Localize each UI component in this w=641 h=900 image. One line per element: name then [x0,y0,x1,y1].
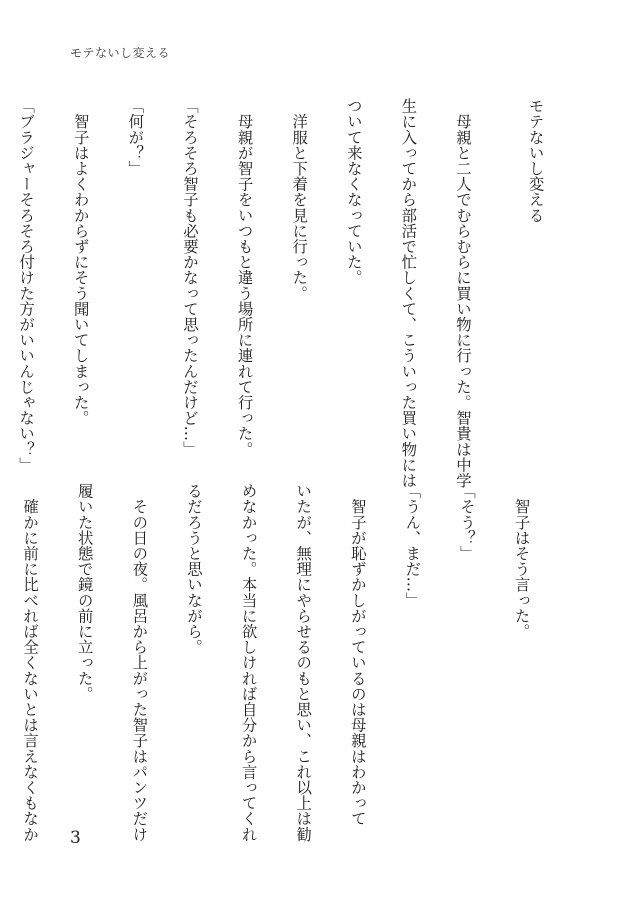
text-line: いたが、無理にやらせるのもと思い、これ以上は勧 [294,483,313,842]
text-line: 智子はよくわからずにそう聞いてしまった。 [71,98,90,426]
text-line: 「うん、まだ…」 [403,483,422,608]
text-line: 「ブラジャーそろそろ付けた方がいいんじゃない？」 [17,98,36,473]
bottom-text-block [0,483,567,863]
text-line: 智子が恥ずかしがっているのは母親はわかって [348,483,367,827]
text-line: 「そう？」 [457,483,476,561]
text-line: 履いた状態で鏡の前に立った。 [75,483,94,702]
page-number: 3 [70,828,81,848]
text-line: 洋服と下着を見に行った。 [290,98,309,301]
text-line: めなかった。本当に欲しければ自分から言ってくれ [239,483,258,842]
text-line: 確かに前に比べれば全くないとは言えなくもなか [21,483,40,842]
text-line: 母親と二人でむらむらに買い物に行った。智貴は中学 [453,98,472,488]
top-text-block [0,98,581,488]
chapter-title: モテないし変える [526,98,545,223]
text-line: 生に入ってから部活で忙しくて、こういった買い物には [399,98,418,488]
text-line: 智子はそう言った。 [512,483,531,639]
text-line: ついて来なくなっていた。 [344,98,363,286]
text-line: 母親が智子をいつもと違う場所に連れて行った。 [235,98,254,457]
text-line: その日の夜。風呂から上がった智子はパンツだけ [130,483,149,842]
text-line: 「そろそろ智子も必要かなって思ったんだけど…」 [180,98,199,457]
text-line: るだろうと思いながら。 [184,483,203,655]
running-header: モテないし変える [70,46,171,60]
text-line: 「何が？」 [126,98,145,176]
